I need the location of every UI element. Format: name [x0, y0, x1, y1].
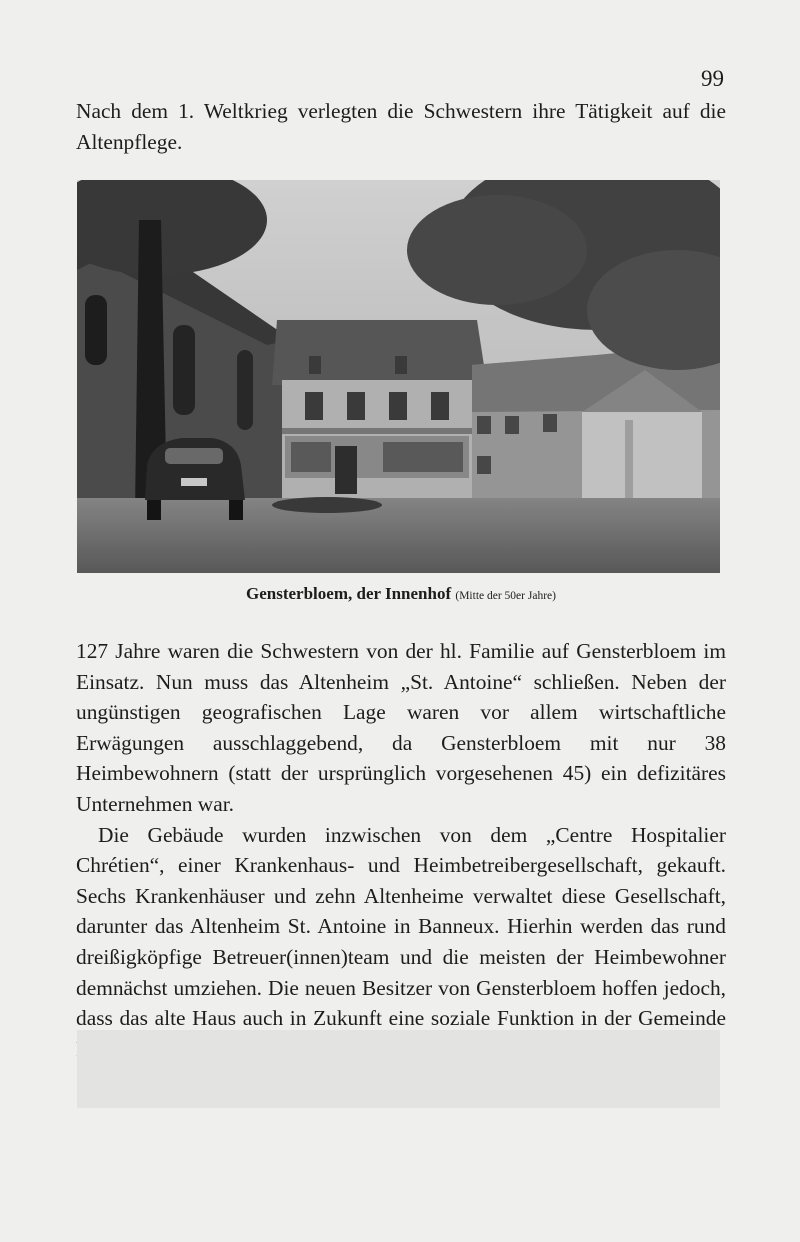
page-number: 99 [701, 66, 724, 91]
figure-caption [76, 584, 726, 604]
caption-note: (Mitte der 50er Jahre) [455, 590, 556, 602]
courtyard-photo [77, 180, 720, 573]
show-through-region [77, 1030, 720, 1108]
intro-text: Nach dem 1. Weltkrieg verlegten die Schwestern ihre Tätigkeit auf die Altenpflege. [76, 99, 726, 154]
paragraph-closure: 127 Jahre waren die Schwestern von der hl. Familie auf Gensterbloem im Einsatz. Nun muss das Altenheim „St. Antoine“ schließen. Neben der ungünstigen geografischen Lage waren vor allem wirtschaftliche Erwägungen ausschlaggebend, da Gensterbloem mit nur 38 Heimbewohnern (statt der ursprünglich vorgesehenen 45) ein defizitäres Unternehmen war. [76, 639, 726, 816]
paragraph-new-owners: Die Gebäude wurden inzwischen von dem „Centre Hospitalier Chrétien“, einer Krankenhaus- und Heimbetreibergesellschaft, gekauft. Sechs Krankenhäuser und zehn Altenheime verwaltet diese Gesellschaft, darunter das Altenheim St. Antoine in Banneux. Hierhin werden das rund dreißigköpfige Betreuer(innen)team und die meisten der Heimbewohner demnächst umziehen. Die neuen Besitzer von Gensterbloem hoffen jedoch, dass das alte Haus auch in Zukunft eine soziale Funktion in der Gemeinde [76, 822, 726, 1031]
courtyard-photo-drawing [77, 180, 720, 573]
caption-title: Gensterbloem, der Innenhof [246, 584, 452, 603]
intro-paragraph [76, 96, 726, 157]
body-text [76, 636, 726, 1064]
